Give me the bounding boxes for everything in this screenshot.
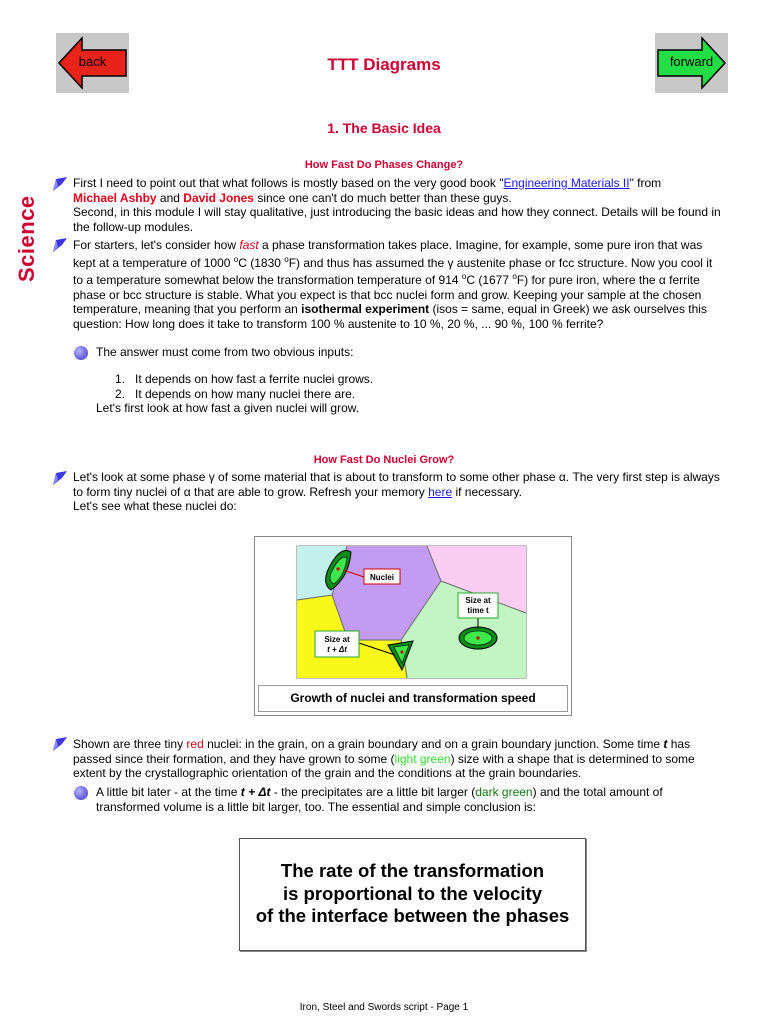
size-t-label-2: time t (467, 606, 489, 615)
after-list-text: Let's first look at how fast a given nuclei will grow. (96, 401, 360, 415)
section1-paragraph-3: The answer must come from two obvious inputs: (96, 345, 354, 359)
figure-caption: Growth of nuclei and transformation speed (258, 685, 568, 712)
pencil-icon (52, 237, 68, 253)
size-t-label-1: Size at (465, 596, 491, 605)
page-footer: Iron, Steel and Swords script - Page 1 (299, 1002, 469, 1013)
section2-paragraph-2: Shown are three tiny red nuclei: in the grain, on a grain boundary and on a grain boundary junction. Some time t has passed since their formation, and they have grown to some (light green) size with a shape that is determined to some extent by the crystallographic orientation of the grain and the conditions at the grain boundaries. (73, 737, 695, 780)
author-jones: David Jones (183, 190, 254, 205)
size-dt-label-1: Size at (324, 635, 350, 644)
engineering-materials-link[interactable]: Engineering Materials II (503, 176, 630, 190)
section2-paragraph-3: A little bit later - at the time t + Δt - the precipitates are a little bit larger (dark green) and the total amount of transformed volume is a little bit larger, too. The essential and simple conclusion is: (96, 785, 663, 814)
page-title: TTT Diagrams (327, 55, 441, 74)
conclusion-box (239, 838, 586, 951)
pencil-icon (52, 736, 68, 752)
section1-heading: How Fast Do Phases Change? (304, 159, 464, 171)
nuclei-label: Nuclei (369, 573, 395, 582)
section2-paragraph-1: Let's look at some phase γ of some material that is about to transform to some other phase α. The very first step is always to form tiny nuclei of α that are able to grow. Refresh your memory here if necessary. Let's see what these nuclei do: (73, 470, 720, 513)
section1-paragraph-2: For starters, let's consider how fast a phase transformation takes place. Imagine, for example, some pure iron that was kept at a temperature of 1000 $^o$C (1830 $^o$F) and thus has assumed the γ austenite phase or fcc structure. Now you cool it to a temperature somewhat below the transformation temperature of 914 $^o$C (1677 $^o$F) for pure iron, where the α ferrite phase or bcc structure is stable. What you expect is that bcc nuclei form and grow. Keeping your sample at the chosen temperature, meaning that you perform an isothermal experiment (isos = same, equal in Greek) we ask ourselves this question: How long does it take to transform 100 % austenite to 10 %, 20 %, ... 90 %, 100 % ferrite? (73, 238, 713, 331)
conclusion-line: The rate of the transformation (280, 860, 545, 881)
bullet-icon (74, 786, 88, 800)
bullet-icon (74, 346, 88, 360)
forward-label: forward (669, 54, 714, 69)
science-side-label: Science (14, 195, 39, 282)
back-label: back (78, 54, 107, 69)
section2-heading: How Fast Do Nuclei Grow? (313, 454, 455, 466)
pencil-icon (52, 176, 68, 192)
list-item: 1. It depends on how fast a ferrite nuclei grows. (115, 372, 374, 386)
section-title: 1. The Basic Idea (327, 120, 441, 136)
pencil-icon (52, 470, 68, 486)
list-item: 2. It depends on how many nuclei there are. (115, 386, 356, 401)
author-ashby: Michael Ashby (73, 190, 157, 205)
section1-paragraph-1: First I need to point out that what follows is mostly based on the very good book "Engineering Materials II" from Michael Ashby and David Jones since one can't do much better than these guys. Second, in this module I will stay qualitative, just introducing the basic ideas and how they connect. Details will be found in the follow-up modules. (73, 176, 721, 234)
here-link[interactable]: here (428, 484, 453, 499)
conclusion-line: is proportional to the velocity (282, 882, 543, 904)
conclusion-line: of the interface between the phases (255, 905, 570, 926)
input-list (115, 372, 373, 401)
size-dt-label-2: t + Δt (327, 645, 347, 654)
